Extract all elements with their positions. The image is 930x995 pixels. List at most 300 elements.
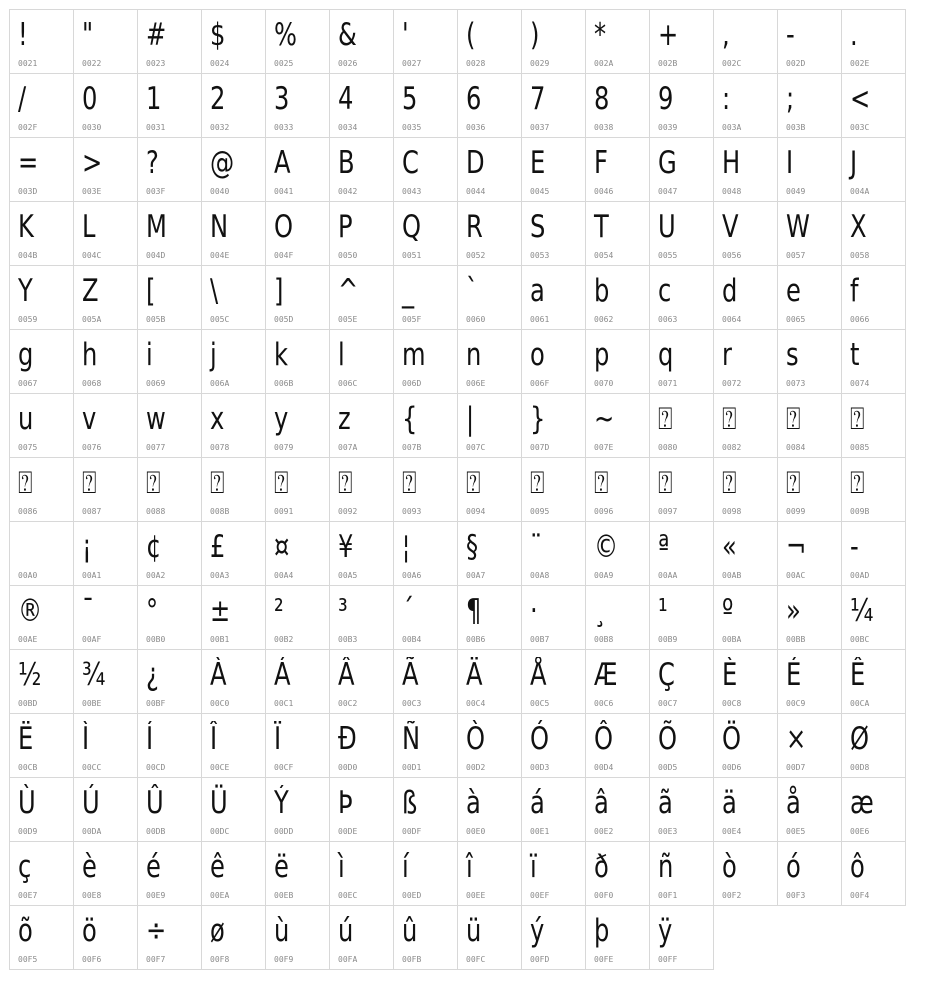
glyph-character: Ð	[338, 721, 357, 757]
glyph-character: ¨	[530, 529, 543, 565]
glyph-character: Ò	[466, 721, 486, 757]
glyph-cell	[9, 841, 74, 906]
glyph-character: ¦	[402, 529, 411, 565]
glyph-codepoint: 00AA	[658, 571, 678, 580]
glyph-character: e	[786, 273, 801, 309]
glyph-codepoint: 00BB	[786, 635, 806, 644]
glyph-codepoint: 00FC	[466, 955, 486, 964]
glyph-cell	[841, 713, 906, 778]
glyph-cell	[393, 457, 458, 522]
glyph-cell	[585, 713, 650, 778]
glyph-codepoint: 003B	[786, 123, 806, 132]
glyph-codepoint: 0052	[466, 251, 486, 260]
glyph-codepoint: 0022	[82, 59, 102, 68]
glyph-codepoint: 0041	[274, 187, 294, 196]
glyph-codepoint: 00E0	[466, 827, 486, 836]
glyph-cell	[393, 841, 458, 906]
glyph-cell	[137, 329, 202, 394]
glyph-codepoint: 0025	[274, 59, 294, 68]
glyph-codepoint: 0076	[82, 443, 102, 452]
glyph-character: Ø	[850, 721, 870, 757]
glyph-cell	[137, 137, 202, 202]
glyph-codepoint: 002F	[18, 123, 38, 132]
glyph-cell	[73, 713, 138, 778]
glyph-cell	[841, 777, 906, 842]
glyph-codepoint: 0095	[530, 507, 550, 516]
glyph-cell	[521, 73, 586, 138]
glyph-character: î	[466, 849, 473, 885]
glyph-codepoint: 007B	[402, 443, 422, 452]
glyph-cell	[521, 905, 586, 970]
glyph-codepoint: 00C2	[338, 699, 358, 708]
glyph-character: ⍰	[658, 465, 673, 501]
glyph-cell	[841, 393, 906, 458]
glyph-cell	[713, 265, 778, 330]
glyph-character: D	[466, 145, 485, 181]
glyph-character: J	[850, 145, 858, 181]
glyph-codepoint: 00A5	[338, 571, 358, 580]
glyph-codepoint: 004C	[82, 251, 102, 260]
glyph-codepoint: 00D3	[530, 763, 550, 772]
glyph-cell	[137, 265, 202, 330]
glyph-character: p	[594, 337, 610, 373]
glyph-cell	[265, 137, 330, 202]
glyph-character: )	[530, 17, 540, 53]
glyph-character: |	[466, 401, 475, 437]
glyph-character: ⍰	[530, 465, 545, 501]
glyph-codepoint: 005C	[210, 315, 230, 324]
glyph-cell	[841, 201, 906, 266]
glyph-codepoint: 0028	[466, 59, 486, 68]
glyph-codepoint: 00F5	[18, 955, 38, 964]
glyph-character: }	[530, 401, 546, 437]
glyph-codepoint: 0088	[146, 507, 166, 516]
glyph-character: ê	[210, 849, 225, 885]
glyph-codepoint: 00A1	[82, 571, 102, 580]
glyph-codepoint: 00FB	[402, 955, 422, 964]
glyph-codepoint: 005D	[274, 315, 294, 324]
glyph-cell	[393, 265, 458, 330]
glyph-cell	[649, 521, 714, 586]
glyph-cell	[393, 585, 458, 650]
glyph-codepoint: 0026	[338, 59, 358, 68]
glyph-codepoint: 00B2	[274, 635, 294, 644]
glyph-character: ñ	[658, 849, 674, 885]
glyph-character: !	[18, 17, 28, 53]
glyph-character: È	[722, 657, 738, 693]
glyph-character: à	[466, 785, 481, 821]
glyph-cell	[841, 521, 906, 586]
glyph-character: °	[146, 593, 159, 629]
glyph-cell	[201, 9, 266, 74]
glyph-codepoint: 0047	[658, 187, 678, 196]
glyph-cell	[137, 9, 202, 74]
glyph-cell	[9, 649, 74, 714]
glyph-codepoint: 0035	[402, 123, 422, 132]
glyph-codepoint: 00B6	[466, 635, 486, 644]
glyph-cell	[265, 585, 330, 650]
glyph-cell	[73, 73, 138, 138]
glyph-cell	[521, 777, 586, 842]
glyph-character: ]	[274, 273, 284, 309]
glyph-codepoint: 00E5	[786, 827, 806, 836]
glyph-cell	[521, 9, 586, 74]
glyph-character: Ó	[530, 721, 550, 757]
glyph-cell	[649, 777, 714, 842]
glyph-character: ð	[594, 849, 609, 885]
glyph-character: W	[786, 209, 810, 245]
glyph-character: ⍰	[466, 465, 481, 501]
glyph-character: 5	[402, 81, 418, 117]
glyph-character: o	[530, 337, 545, 373]
glyph-cell	[73, 265, 138, 330]
glyph-cell	[201, 329, 266, 394]
glyph-character: Ú	[82, 785, 100, 821]
glyph-codepoint: 00F2	[722, 891, 742, 900]
glyph-character: Z	[82, 273, 99, 309]
glyph-cell	[777, 9, 842, 74]
glyph-cell	[201, 521, 266, 586]
glyph-codepoint: 003F	[146, 187, 166, 196]
glyph-cell	[457, 777, 522, 842]
glyph-cell	[521, 585, 586, 650]
glyph-cell	[777, 521, 842, 586]
glyph-cell	[393, 649, 458, 714]
glyph-character: Ì	[82, 721, 90, 757]
glyph-cell	[521, 329, 586, 394]
glyph-character: ;	[786, 81, 795, 117]
glyph-codepoint: 00CE	[210, 763, 230, 772]
glyph-character: b	[594, 273, 610, 309]
glyph-codepoint: 00AD	[850, 571, 870, 580]
glyph-character: ?	[146, 145, 159, 181]
glyph-cell	[73, 393, 138, 458]
glyph-cell	[201, 393, 266, 458]
glyph-codepoint: 00A2	[146, 571, 166, 580]
glyph-character: ¤	[274, 529, 290, 565]
glyph-cell	[713, 457, 778, 522]
glyph-codepoint: 0071	[658, 379, 678, 388]
glyph-cell	[9, 585, 74, 650]
glyph-cell	[521, 457, 586, 522]
glyph-character: ⍰	[338, 465, 353, 501]
glyph-character: s	[786, 337, 799, 373]
glyph-cell	[329, 265, 394, 330]
glyph-character: ⍰	[786, 401, 801, 437]
glyph-character: S	[530, 209, 546, 245]
glyph-character: L	[82, 209, 96, 245]
glyph-cell	[9, 201, 74, 266]
glyph-character: ú	[338, 913, 354, 949]
glyph-codepoint: 00F9	[274, 955, 294, 964]
glyph-cell	[137, 457, 202, 522]
glyph-character: ⍰	[850, 465, 865, 501]
glyph-cell	[841, 137, 906, 202]
glyph-codepoint: 0040	[210, 187, 230, 196]
glyph-character: M	[146, 209, 167, 245]
glyph-character: -	[850, 529, 859, 565]
glyph-character: k	[274, 337, 289, 373]
glyph-codepoint: 0054	[594, 251, 614, 260]
glyph-codepoint: 0064	[722, 315, 742, 324]
glyph-codepoint: 00BC	[850, 635, 870, 644]
glyph-codepoint: 0055	[658, 251, 678, 260]
glyph-cell	[9, 713, 74, 778]
glyph-cell	[201, 649, 266, 714]
glyph-character: Î	[210, 721, 218, 757]
glyph-character: ¼	[850, 593, 874, 629]
glyph-character: U	[658, 209, 676, 245]
glyph-character: ±	[210, 593, 231, 629]
glyph-character: V	[722, 209, 739, 245]
glyph-codepoint: 004F	[274, 251, 294, 260]
glyph-codepoint: 0056	[722, 251, 742, 260]
glyph-character: a	[530, 273, 545, 309]
glyph-character: ⍰	[786, 465, 801, 501]
glyph-character: ø	[210, 913, 225, 949]
glyph-character: ®	[18, 593, 43, 629]
glyph-character: ⍰	[722, 465, 737, 501]
glyph-character: I	[786, 145, 794, 181]
glyph-character: m	[402, 337, 426, 373]
glyph-character: T	[594, 209, 609, 245]
glyph-cell	[201, 457, 266, 522]
glyph-cell	[137, 393, 202, 458]
glyph-character: G	[658, 145, 677, 181]
glyph-codepoint: 00EE	[466, 891, 486, 900]
glyph-codepoint: 0066	[850, 315, 870, 324]
glyph-codepoint: 00D5	[658, 763, 678, 772]
glyph-character: E	[530, 145, 546, 181]
glyph-cell	[457, 457, 522, 522]
glyph-codepoint: 0067	[18, 379, 38, 388]
glyph-character: Õ	[658, 721, 678, 757]
glyph-cell	[713, 329, 778, 394]
glyph-character: ó	[786, 849, 801, 885]
glyph-codepoint: 006C	[338, 379, 358, 388]
glyph-grid	[9, 9, 920, 969]
glyph-codepoint: 0030	[82, 123, 102, 132]
glyph-cell	[521, 713, 586, 778]
glyph-character: ü	[466, 913, 482, 949]
glyph-character: X	[850, 209, 867, 245]
glyph-codepoint: 00B4	[402, 635, 422, 644]
glyph-character: j	[210, 337, 217, 373]
glyph-cell	[201, 201, 266, 266]
glyph-character: 6	[466, 81, 482, 117]
glyph-character: H	[722, 145, 741, 181]
glyph-character: &	[338, 17, 357, 53]
glyph-cell	[329, 9, 394, 74]
glyph-codepoint: 0097	[658, 507, 678, 516]
glyph-character: B	[338, 145, 355, 181]
glyph-codepoint: 003D	[18, 187, 38, 196]
glyph-cell	[329, 905, 394, 970]
glyph-codepoint: 0029	[530, 59, 550, 68]
glyph-codepoint: 0023	[146, 59, 166, 68]
glyph-cell	[73, 649, 138, 714]
glyph-cell	[201, 777, 266, 842]
glyph-codepoint: 0068	[82, 379, 102, 388]
glyph-cell	[585, 9, 650, 74]
glyph-codepoint: 007C	[466, 443, 486, 452]
glyph-codepoint: 0049	[786, 187, 806, 196]
glyph-character: ·	[530, 593, 538, 629]
glyph-cell	[9, 329, 74, 394]
glyph-codepoint: 0073	[786, 379, 806, 388]
glyph-character: ¿	[146, 657, 159, 693]
glyph-character: À	[210, 657, 227, 693]
glyph-cell	[265, 329, 330, 394]
glyph-codepoint: 0048	[722, 187, 742, 196]
glyph-cell	[457, 201, 522, 266]
glyph-codepoint: 00B8	[594, 635, 614, 644]
glyph-codepoint: 0042	[338, 187, 358, 196]
glyph-cell	[329, 713, 394, 778]
glyph-character: 3	[274, 81, 290, 117]
glyph-character: Í	[146, 721, 154, 757]
glyph-cell	[777, 265, 842, 330]
glyph-cell	[457, 329, 522, 394]
glyph-codepoint: 00B7	[530, 635, 550, 644]
glyph-cell	[777, 585, 842, 650]
glyph-character: +	[658, 17, 679, 53]
glyph-cell	[585, 393, 650, 458]
glyph-codepoint: 004E	[210, 251, 230, 260]
glyph-codepoint: 002A	[594, 59, 614, 68]
glyph-codepoint: 00A7	[466, 571, 486, 580]
glyph-codepoint: 0036	[466, 123, 486, 132]
glyph-cell	[393, 777, 458, 842]
glyph-cell	[201, 137, 266, 202]
glyph-codepoint: 00BF	[146, 699, 166, 708]
glyph-character: ©	[594, 529, 619, 565]
glyph-codepoint: 0045	[530, 187, 550, 196]
glyph-character: Å	[530, 657, 547, 693]
glyph-character: =	[18, 145, 39, 181]
glyph-character: [	[146, 273, 156, 309]
glyph-codepoint: 00F6	[82, 955, 102, 964]
glyph-character: 1	[146, 81, 162, 117]
glyph-codepoint: 0027	[402, 59, 422, 68]
glyph-character: .	[850, 17, 858, 53]
glyph-cell	[841, 585, 906, 650]
glyph-cell	[265, 649, 330, 714]
glyph-codepoint: 00DF	[402, 827, 422, 836]
glyph-character: ⍰	[210, 465, 225, 501]
glyph-codepoint: 0072	[722, 379, 742, 388]
glyph-character: ç	[18, 849, 32, 885]
glyph-cell	[777, 841, 842, 906]
glyph-character: (	[466, 17, 476, 53]
glyph-cell	[137, 777, 202, 842]
glyph-character: _	[402, 273, 415, 309]
glyph-cell	[521, 201, 586, 266]
glyph-codepoint: 0087	[82, 507, 102, 516]
glyph-cell	[457, 905, 522, 970]
glyph-codepoint: 009B	[850, 507, 870, 516]
glyph-codepoint: 0038	[594, 123, 614, 132]
glyph-cell	[393, 137, 458, 202]
glyph-character: '	[402, 17, 409, 53]
glyph-character: Â	[338, 657, 355, 693]
glyph-cell	[137, 713, 202, 778]
glyph-codepoint: 00E6	[850, 827, 870, 836]
glyph-codepoint: 0094	[466, 507, 486, 516]
glyph-character: «	[722, 529, 737, 565]
glyph-character: P	[338, 209, 353, 245]
glyph-cell	[329, 73, 394, 138]
glyph-cell	[713, 9, 778, 74]
glyph-character: 9	[658, 81, 674, 117]
glyph-cell	[777, 713, 842, 778]
glyph-codepoint: 00B1	[210, 635, 230, 644]
glyph-codepoint: 0096	[594, 507, 614, 516]
glyph-character: z	[338, 401, 351, 437]
glyph-codepoint: 00C8	[722, 699, 742, 708]
glyph-character: -	[786, 17, 795, 53]
glyph-codepoint: 00A3	[210, 571, 230, 580]
glyph-codepoint: 00ED	[402, 891, 422, 900]
glyph-character: ¡	[82, 529, 92, 565]
glyph-cell	[73, 521, 138, 586]
glyph-codepoint: 0051	[402, 251, 422, 260]
glyph-cell	[329, 393, 394, 458]
glyph-codepoint: 0077	[146, 443, 166, 452]
glyph-cell	[265, 841, 330, 906]
glyph-codepoint: 0065	[786, 315, 806, 324]
glyph-codepoint: 00FA	[338, 955, 358, 964]
glyph-codepoint: 00D6	[722, 763, 742, 772]
glyph-codepoint: 006D	[402, 379, 422, 388]
glyph-character: ã	[658, 785, 673, 821]
glyph-cell	[777, 649, 842, 714]
glyph-codepoint: 0091	[274, 507, 294, 516]
glyph-character: ½	[18, 657, 42, 693]
glyph-character: 8	[594, 81, 610, 117]
glyph-codepoint: 0070	[594, 379, 614, 388]
glyph-cell	[73, 329, 138, 394]
glyph-character: q	[658, 337, 674, 373]
glyph-cell	[585, 201, 650, 266]
glyph-cell	[265, 457, 330, 522]
glyph-codepoint: 0074	[850, 379, 870, 388]
glyph-character: ~	[594, 401, 615, 437]
glyph-codepoint: 0043	[402, 187, 422, 196]
glyph-codepoint: 00CC	[82, 763, 102, 772]
glyph-cell	[521, 137, 586, 202]
glyph-character: ⍰	[18, 465, 33, 501]
glyph-cell	[329, 457, 394, 522]
glyph-cell	[777, 457, 842, 522]
glyph-codepoint: 0085	[850, 443, 870, 452]
glyph-codepoint: 007E	[594, 443, 614, 452]
glyph-codepoint: 00AF	[82, 635, 102, 644]
glyph-cell	[393, 201, 458, 266]
glyph-cell	[457, 73, 522, 138]
glyph-codepoint: 005B	[146, 315, 166, 324]
glyph-cell	[393, 73, 458, 138]
glyph-codepoint: 00F1	[658, 891, 678, 900]
glyph-codepoint: 005E	[338, 315, 358, 324]
glyph-cell	[201, 585, 266, 650]
glyph-cell	[841, 841, 906, 906]
glyph-cell	[585, 777, 650, 842]
glyph-codepoint: 0058	[850, 251, 870, 260]
glyph-cell	[585, 329, 650, 394]
glyph-cell	[841, 73, 906, 138]
glyph-character: É	[786, 657, 802, 693]
